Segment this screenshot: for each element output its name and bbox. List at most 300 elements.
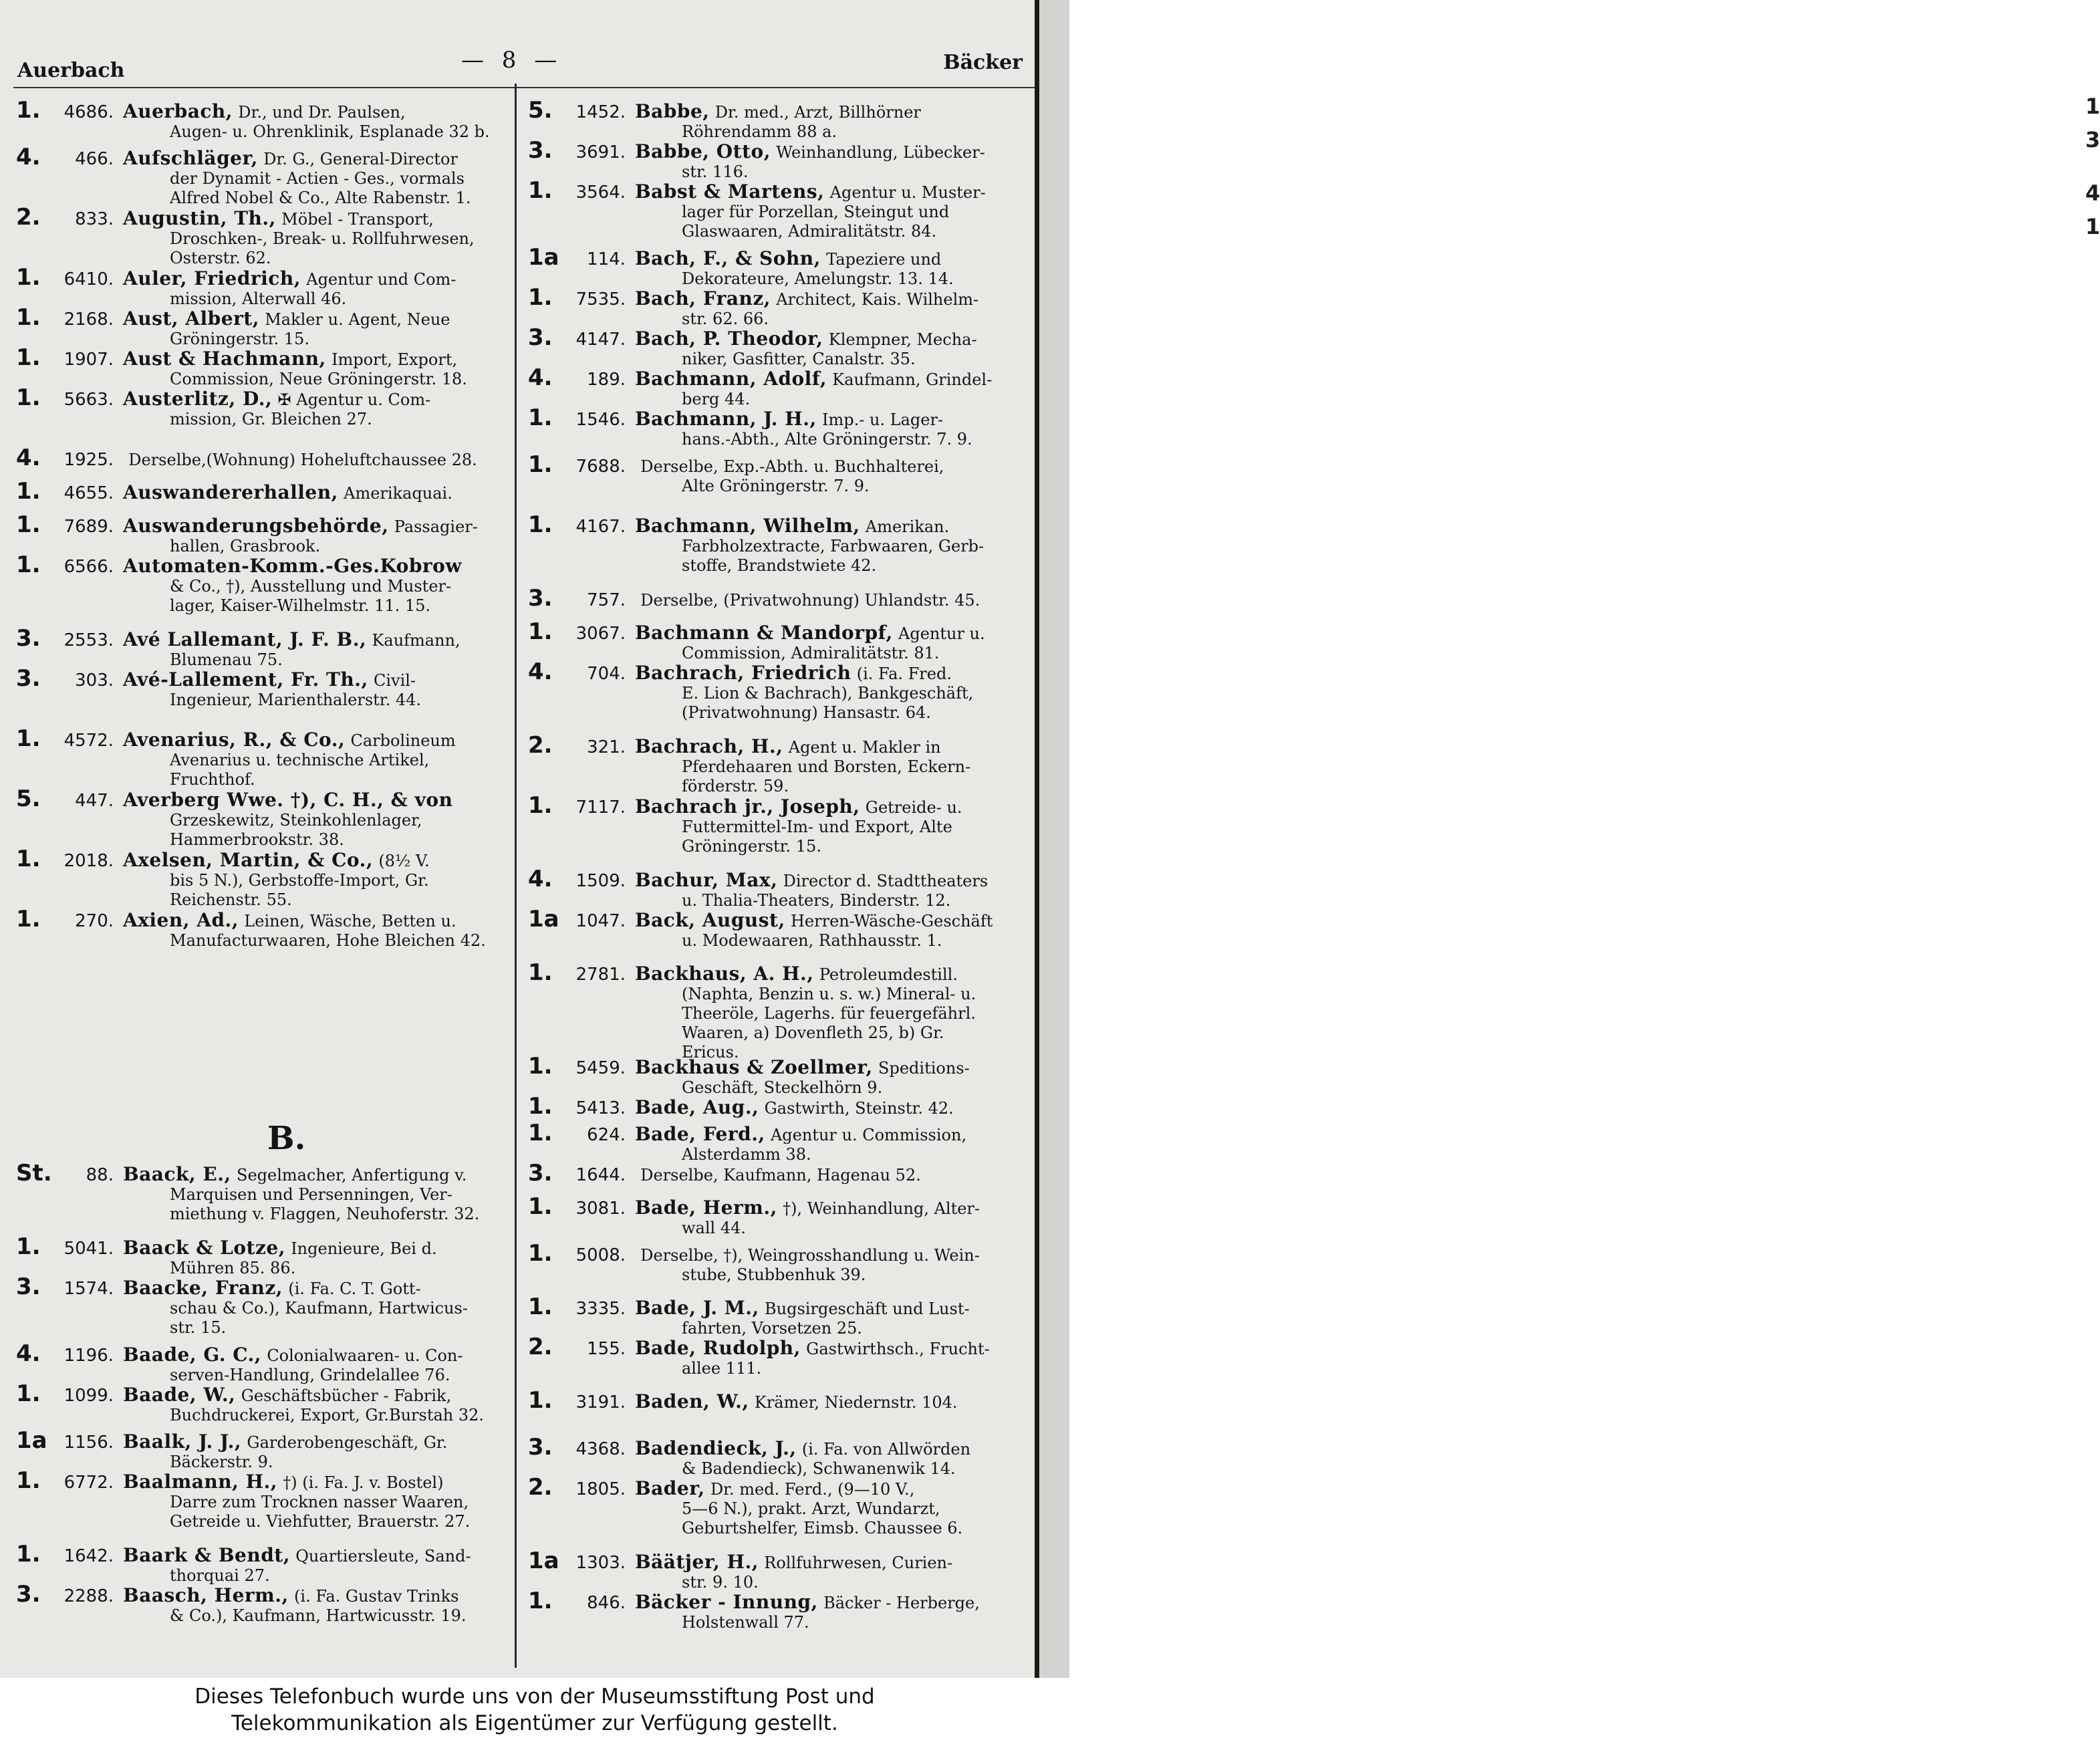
phone-number: 5008.	[575, 1245, 626, 1265]
page-number: — 8 —	[461, 47, 563, 74]
subscriber-description: Director d. Stadttheaters	[783, 872, 989, 890]
entry-first-line	[528, 97, 1023, 124]
entry-continuation-line: Darre zum Trocknen nasser Waaren,	[170, 1493, 469, 1511]
subscriber-name: Bäcker - Innung,	[635, 1591, 818, 1613]
entry-first-line	[16, 204, 511, 231]
entry-continuation-line: niker, Gasfitter, Canalstr. 35.	[682, 350, 916, 368]
directory-entry	[528, 585, 1023, 612]
directory-entry	[528, 1387, 1023, 1414]
directory-entry	[16, 1233, 511, 1278]
subscriber-description: (i. Fa. C. T. Gott-	[288, 1279, 421, 1298]
district-code: 2.	[528, 732, 553, 759]
subscriber-description: Kaufmann,	[372, 631, 461, 650]
district-code: 1.	[528, 618, 553, 645]
subscriber-name: Auswanderungsbehörde,	[123, 515, 389, 537]
entry-first-line	[16, 445, 511, 471]
district-code: 1.	[16, 97, 41, 124]
phone-number: 1574.	[63, 1279, 114, 1299]
entry-continuation-line: wall 44.	[682, 1219, 746, 1237]
phone-number: 5413.	[575, 1098, 626, 1118]
subscriber-name: Baack, E.,	[123, 1163, 231, 1185]
phone-number: 2288.	[63, 1586, 114, 1606]
district-code: 1.	[16, 511, 41, 538]
district-code: 1.	[16, 384, 41, 411]
entry-first-line	[528, 585, 1023, 612]
district-code: 1.	[16, 846, 41, 872]
subscriber-description: Quartiersleute, Sand-	[295, 1547, 471, 1566]
entry-first-line	[528, 284, 1023, 311]
entry-first-line	[16, 1427, 511, 1454]
phone-number: 1099.	[63, 1386, 114, 1406]
entry-continuation-line: Bäckerstr. 9.	[170, 1453, 273, 1471]
subscriber-name: Averberg Wwe. †), C. H., & von	[123, 789, 453, 811]
directory-entry	[528, 404, 1023, 449]
subscriber-name: Avé Lallemant, J. F. B.,	[123, 628, 367, 650]
phone-number: 5663.	[63, 390, 114, 410]
entry-continuation-line: der Dynamit - Actien - Ges., vormals	[170, 169, 465, 188]
subscriber-description: (i. Fa. Fred.	[856, 664, 952, 683]
directory-entry	[528, 1474, 1023, 1538]
entry-continuation-line: Pferdehaaren und Borsten, Eckern-	[682, 757, 971, 776]
entry-continuation-line: Mühren 85. 86.	[170, 1259, 296, 1277]
subscriber-name: Bach, P. Theodor,	[635, 328, 823, 350]
entry-continuation-line: str. 116.	[682, 162, 749, 181]
directory-entry	[16, 785, 511, 850]
header-right-word: Bäcker	[943, 51, 1023, 74]
entry-first-line	[16, 1541, 511, 1568]
directory-entry	[16, 1541, 511, 1586]
district-code: 1.	[528, 511, 553, 538]
next-page-strip	[1039, 0, 2100, 1678]
district-code: 4.	[16, 144, 41, 170]
subscriber-name: Auswandererhallen,	[123, 481, 338, 503]
district-code: 4.	[528, 364, 553, 391]
entry-first-line	[16, 1467, 511, 1494]
entry-first-line	[528, 1588, 1023, 1614]
directory-entry	[16, 384, 511, 429]
entry-first-line	[16, 1273, 511, 1300]
entry-first-line	[528, 137, 1023, 164]
entry-continuation-line: schau & Co.), Kaufmann, Hartwicus-	[170, 1299, 468, 1318]
phone-number: 7688.	[575, 457, 626, 477]
subscriber-description: Agentur u. Commission,	[770, 1126, 967, 1144]
entry-continuation-line: Dekorateure, Amelungstr. 13. 14.	[682, 269, 954, 288]
entry-continuation-line: Waaren, a) Dovenfleth 25, b) Gr.	[682, 1023, 944, 1042]
phone-number: 833.	[75, 209, 114, 229]
entry-continuation-line: berg 44.	[682, 390, 751, 408]
phone-number: 3191.	[575, 1392, 626, 1412]
phone-number: 270.	[75, 911, 114, 931]
subscriber-description: Agent u. Makler in	[788, 738, 941, 757]
directory-entry	[16, 725, 511, 789]
district-code: 1.	[528, 1588, 553, 1614]
district-code: 4.	[16, 445, 41, 471]
directory-entry	[528, 97, 1023, 142]
entry-continuation-line: thorquai 27.	[170, 1566, 270, 1585]
entry-first-line	[16, 725, 511, 752]
district-code: 1a	[16, 1427, 47, 1454]
entry-continuation-line: Ericus.	[682, 1043, 739, 1062]
directory-entry	[528, 451, 1023, 496]
subscriber-name: Bade, Aug.,	[635, 1096, 759, 1118]
entry-first-line	[528, 732, 1023, 759]
subscriber-description: Agentur u.	[898, 624, 985, 643]
entry-continuation-line: hallen, Grasbrook.	[170, 537, 321, 555]
district-code: 1.	[16, 1467, 41, 1494]
district-code: 3.	[528, 585, 553, 612]
entry-first-line	[528, 1160, 1023, 1187]
entry-first-line	[528, 1193, 1023, 1220]
district-code: 1.	[16, 1380, 41, 1407]
subscriber-description: Rollfuhrwesen, Curien-	[764, 1553, 953, 1572]
phone-number: 6566.	[63, 557, 114, 577]
phone-number: 1642.	[63, 1546, 114, 1566]
entry-continuation-line: Commission, Admiralitätstr. 81.	[682, 644, 940, 662]
entry-continuation-line: hans.-Abth., Alte Gröningerstr. 7. 9.	[682, 430, 972, 449]
phone-number: 3067.	[575, 624, 626, 644]
subscriber-description: Dr. med., Arzt, Billhörner	[714, 103, 921, 122]
entry-first-line	[16, 625, 511, 652]
entry-continuation-line: miethung v. Flaggen, Neuhoferstr. 32.	[170, 1205, 480, 1223]
entry-first-line	[528, 959, 1023, 986]
directory-entry	[16, 1340, 511, 1385]
phone-number: 846.	[587, 1593, 626, 1613]
phone-number: 1509.	[575, 871, 626, 891]
subscriber-description: Imp.- u. Lager-	[821, 410, 944, 429]
subscriber-description: Weinhandlung, Lübecker-	[776, 143, 985, 162]
directory-entry	[16, 511, 511, 556]
entry-first-line	[16, 1380, 511, 1407]
entry-first-line	[528, 906, 1023, 933]
phone-number: 303.	[75, 670, 114, 691]
column-divider	[515, 84, 517, 1668]
phone-number: 4147.	[575, 330, 626, 350]
subscriber-description: Import, Export,	[332, 350, 458, 369]
subscriber-name: Axelsen, Martin, & Co.,	[123, 849, 374, 871]
subscriber-name: Auerbach,	[123, 100, 233, 122]
district-code: 1a	[528, 1547, 559, 1574]
subscriber-name: Avenarius, R., & Co.,	[123, 729, 346, 751]
subscriber-description: Architect, Kais. Wilhelm-	[776, 290, 979, 309]
section-heading-b: B.	[267, 1120, 306, 1157]
entry-first-line	[16, 665, 511, 692]
subscriber-description: Derselbe, (Privatwohnung) Uhlandstr. 45.	[640, 591, 980, 610]
district-code: St.	[16, 1160, 52, 1187]
subscriber-description: Makler u. Agent, Neue	[265, 310, 450, 329]
entry-continuation-line: Droschken-, Break- u. Rollfuhrwesen,	[170, 229, 475, 248]
phone-number: 757.	[587, 590, 626, 610]
entry-first-line	[528, 1474, 1023, 1501]
phone-number: 624.	[587, 1125, 626, 1145]
entry-first-line	[16, 384, 511, 411]
directory-entry	[528, 284, 1023, 329]
entry-first-line	[16, 344, 511, 371]
entry-first-line	[16, 1233, 511, 1260]
district-code: 2.	[528, 1474, 553, 1501]
entry-continuation-line: Blumenau 75.	[170, 650, 283, 669]
district-code: 1a	[528, 906, 559, 933]
phone-number: 3335.	[575, 1299, 626, 1319]
directory-entry	[528, 1120, 1023, 1164]
subscriber-name: Bach, Franz,	[635, 287, 771, 309]
subscriber-description: Agentur und Com-	[306, 270, 456, 289]
subscriber-description: Gastwirthsch., Frucht-	[806, 1340, 990, 1358]
entry-first-line	[528, 451, 1023, 478]
subscriber-description: Derselbe, †), Weingrosshandlung u. Wein-	[640, 1246, 980, 1265]
phone-number: 189.	[587, 370, 626, 390]
directory-entry	[528, 1588, 1023, 1632]
directory-entry	[16, 204, 511, 268]
subscriber-name: Bachrach jr., Joseph,	[635, 795, 860, 818]
subscriber-name: Bachrach, H.,	[635, 735, 783, 757]
entry-continuation-line: Alte Gröningerstr. 7. 9.	[682, 477, 870, 495]
entry-continuation-line: Buchdruckerei, Export, Gr.Burstah 32.	[170, 1406, 485, 1424]
phone-number: 1644.	[575, 1165, 626, 1185]
entry-continuation-line: Gröningerstr. 15.	[682, 837, 821, 856]
subscriber-name: Aufschläger,	[123, 147, 258, 169]
district-code: 1.	[528, 284, 553, 311]
entry-continuation-line: mission, Alterwall 46.	[170, 289, 347, 308]
subscriber-name: Avé-Lallement, Fr. Th.,	[123, 668, 368, 691]
phone-number: 1156.	[63, 1433, 114, 1453]
directory-entry	[528, 1160, 1023, 1187]
entry-continuation-line: Futtermittel-Im- und Export, Alte	[682, 818, 952, 836]
subscriber-name: Baacke, Franz,	[123, 1277, 283, 1299]
entry-continuation-line: Alsterdamm 38.	[682, 1145, 811, 1164]
subscriber-description: †) (i. Fa. J. v. Bostel)	[283, 1473, 444, 1492]
subscriber-description: Garderobengeschäft, Gr.	[247, 1433, 448, 1452]
phone-number: 1047.	[575, 911, 626, 931]
entry-continuation-line: Fruchthof.	[170, 770, 255, 789]
entry-continuation-line: str. 15.	[170, 1318, 227, 1337]
subscriber-name: Aust, Albert,	[123, 307, 259, 330]
entry-first-line	[528, 1293, 1023, 1320]
entry-first-line	[16, 144, 511, 170]
phone-number: 1546.	[575, 410, 626, 430]
subscriber-description: Petroleumdestill.	[819, 965, 958, 984]
entry-continuation-line: str. 9. 10.	[682, 1573, 759, 1592]
directory-entry	[528, 1434, 1023, 1479]
district-code: 2.	[16, 204, 41, 231]
margin-glyph: 1	[2085, 214, 2100, 239]
directory-entry	[528, 1053, 1023, 1098]
entry-continuation-line: & Badendieck), Schwanenwik 14.	[682, 1459, 956, 1478]
phone-number: 1805.	[575, 1479, 626, 1499]
phone-number: 3691.	[575, 142, 626, 162]
entry-first-line	[528, 511, 1023, 538]
subscriber-name: Bader,	[635, 1477, 705, 1499]
subscriber-name: Backhaus, A. H.,	[635, 963, 814, 985]
directory-entry	[16, 264, 511, 309]
subscriber-name: Bachmann, J. H.,	[635, 408, 817, 430]
entry-continuation-line: förderstr. 59.	[682, 777, 789, 795]
district-code: 1a	[528, 244, 559, 271]
district-code: 1.	[16, 1541, 41, 1568]
subscriber-name: Bachur, Max,	[635, 869, 778, 891]
subscriber-name: Badendieck, J.,	[635, 1437, 797, 1459]
entry-first-line	[16, 511, 511, 538]
phone-number: 4167.	[575, 517, 626, 537]
phone-number: 4572.	[63, 731, 114, 751]
entry-first-line	[528, 1120, 1023, 1146]
directory-entry	[16, 304, 511, 349]
subscriber-description: Herren-Wäsche-Geschäft	[790, 912, 993, 930]
phone-number: 321.	[587, 737, 626, 757]
subscriber-name: Bachmann, Wilhelm,	[635, 515, 860, 537]
entry-first-line	[528, 658, 1023, 685]
phone-number: 114.	[587, 249, 626, 269]
subscriber-description: Klempner, Mecha-	[828, 330, 977, 349]
district-code: 1.	[528, 1093, 553, 1120]
district-code: 1.	[16, 551, 41, 578]
entry-continuation-line: Ingenieur, Marienthalerstr. 44.	[170, 691, 422, 709]
subscriber-name: Bachmann, Adolf,	[635, 368, 827, 390]
phone-number: 4655.	[63, 483, 114, 503]
district-code: 1.	[528, 404, 553, 431]
margin-glyph: 4	[2085, 180, 2100, 206]
subscriber-description: Carbolineum	[350, 731, 456, 750]
margin-glyph: 3	[2085, 127, 2100, 152]
entry-first-line	[16, 785, 511, 812]
district-code: 1.	[528, 792, 553, 819]
entry-continuation-line: Grzeskewitz, Steinkohlenlager,	[170, 811, 422, 830]
entry-first-line	[528, 244, 1023, 271]
entry-first-line	[528, 792, 1023, 819]
footer-line-2: Telekommunikation als Eigentümer zur Verfügung gestellt.	[231, 1711, 838, 1735]
entry-first-line	[528, 324, 1023, 351]
district-code: 3.	[528, 324, 553, 351]
district-code: 3.	[16, 1581, 41, 1608]
entry-first-line	[528, 1093, 1023, 1120]
entry-continuation-line: Hammerbrookstr. 38.	[170, 830, 344, 849]
entry-continuation-line: Getreide u. Viehfutter, Brauerstr. 27.	[170, 1512, 471, 1531]
phone-number: 2168.	[63, 309, 114, 330]
footer-notice	[0, 1678, 1069, 1740]
entry-continuation-line: fahrten, Vorsetzen 25.	[682, 1319, 862, 1338]
subscriber-description: Möbel - Transport,	[281, 210, 434, 229]
subscriber-name: Axien, Ad.,	[123, 909, 239, 931]
directory-entry	[528, 1293, 1023, 1338]
phone-number: 2781.	[575, 965, 626, 985]
phone-number: 7535.	[575, 289, 626, 309]
directory-entry	[528, 177, 1023, 241]
phone-number: 1452.	[575, 102, 626, 122]
entry-continuation-line: E. Lion & Bachrach), Bankgeschäft,	[682, 684, 974, 703]
subscriber-name: Bachmann & Mandorpf,	[635, 622, 893, 644]
directory-entry	[528, 511, 1023, 576]
subscriber-description: †), Weinhandlung, Alter-	[783, 1199, 980, 1218]
entry-continuation-line: Commission, Neue Gröningerstr. 18.	[170, 370, 467, 388]
phone-number: 2018.	[63, 851, 114, 871]
district-code: 1.	[528, 1053, 553, 1080]
subscriber-description: ✠ Agentur u. Com-	[277, 390, 431, 409]
directory-entry	[528, 244, 1023, 289]
entry-continuation-line: Geburtshelfer, Eimsb. Chaussee 6.	[682, 1519, 963, 1537]
subscriber-name: Babbe,	[635, 100, 710, 122]
subscriber-name: Bade, J. M.,	[635, 1297, 759, 1319]
district-code: 1.	[528, 177, 553, 204]
subscriber-description: Colonialwaaren- u. Con-	[267, 1346, 463, 1365]
subscriber-name: Babbe, Otto,	[635, 140, 771, 162]
entry-first-line	[528, 404, 1023, 431]
subscriber-name: Augustin, Th.,	[123, 207, 276, 229]
subscriber-description: Kaufmann, Grindel-	[832, 370, 993, 389]
directory-entry	[528, 658, 1023, 723]
phone-number: 1925.	[63, 450, 114, 470]
phone-number: 1303.	[575, 1553, 626, 1573]
subscriber-description: Dr. med. Ferd., (9—10 V.,	[710, 1480, 915, 1499]
district-code: 5.	[528, 97, 553, 124]
phone-number: 1907.	[63, 350, 114, 370]
directory-entry	[16, 665, 511, 710]
district-code: 1.	[528, 959, 553, 986]
directory-entry	[528, 137, 1023, 182]
entry-first-line	[528, 1334, 1023, 1360]
entry-first-line	[528, 1547, 1023, 1574]
subscriber-description: Derselbe,(Wohnung) Hoheluftchaussee 28.	[128, 451, 477, 469]
subscriber-name: Baade, W.,	[123, 1384, 236, 1406]
subscriber-name: Auler, Friedrich,	[123, 267, 301, 289]
phone-number: 4686.	[63, 102, 114, 122]
margin-glyph: 1	[2085, 94, 2100, 119]
entry-first-line	[16, 304, 511, 331]
subscriber-description: Krämer, Niedernstr. 104.	[754, 1393, 958, 1412]
district-code: 3.	[528, 137, 553, 164]
phone-number: 5459.	[575, 1058, 626, 1078]
directory-entry	[16, 144, 511, 208]
subscriber-description: Ingenieure, Bei d.	[291, 1239, 437, 1258]
subscriber-description: Derselbe, Kaufmann, Hagenau 52.	[640, 1166, 921, 1185]
subscriber-description: Leinen, Wäsche, Betten u.	[244, 912, 456, 930]
subscriber-name: Bade, Rudolph,	[635, 1337, 801, 1359]
directory-entry	[16, 1160, 511, 1224]
directory-entry	[528, 1093, 1023, 1120]
entry-continuation-line: u. Thalia-Theaters, Binderstr. 12.	[682, 891, 951, 910]
entry-first-line	[16, 1160, 511, 1187]
entry-continuation-line: Manufacturwaaren, Hohe Bleichen 42.	[170, 931, 486, 950]
entry-continuation-line: lager, Kaiser-Wilhelmstr. 11. 15.	[170, 596, 431, 615]
entry-continuation-line: u. Modewaaren, Rathhausstr. 1.	[682, 931, 942, 950]
header-rule	[13, 87, 1035, 88]
district-code: 1.	[16, 304, 41, 331]
district-code: 1.	[16, 344, 41, 371]
directory-entry	[528, 1334, 1023, 1378]
entry-continuation-line: Avenarius u. technische Artikel,	[170, 751, 430, 769]
entry-continuation-line: allee 111.	[682, 1359, 762, 1378]
page-edge-bar	[1035, 0, 1039, 1678]
entry-continuation-line: bis 5 N.), Gerbstoffe-Import, Gr.	[170, 871, 429, 890]
phone-number: 6772.	[63, 1473, 114, 1493]
subscriber-description: Bugsirgeschäft und Lust-	[765, 1299, 970, 1318]
entry-first-line	[528, 1434, 1023, 1461]
entry-first-line	[16, 846, 511, 872]
district-code: 4.	[528, 866, 553, 892]
entry-continuation-line: Glaswaaren, Admiralitätstr. 84.	[682, 222, 937, 241]
subscriber-name: Bade, Ferd.,	[635, 1123, 765, 1145]
entry-first-line	[528, 618, 1023, 645]
subscriber-name: Automaten-Komm.-Ges.Kobrow	[123, 555, 462, 577]
directory-entry	[16, 1581, 511, 1626]
directory-entry	[528, 792, 1023, 856]
phone-number: 7689.	[63, 517, 114, 537]
subscriber-name: Bachrach, Friedrich	[635, 662, 851, 684]
subscriber-description: Civil-	[373, 671, 416, 690]
district-code: 3.	[528, 1434, 553, 1461]
entry-first-line	[16, 97, 511, 124]
directory-entry	[16, 97, 511, 142]
directory-entry	[528, 364, 1023, 409]
phone-number: 7117.	[575, 797, 626, 818]
